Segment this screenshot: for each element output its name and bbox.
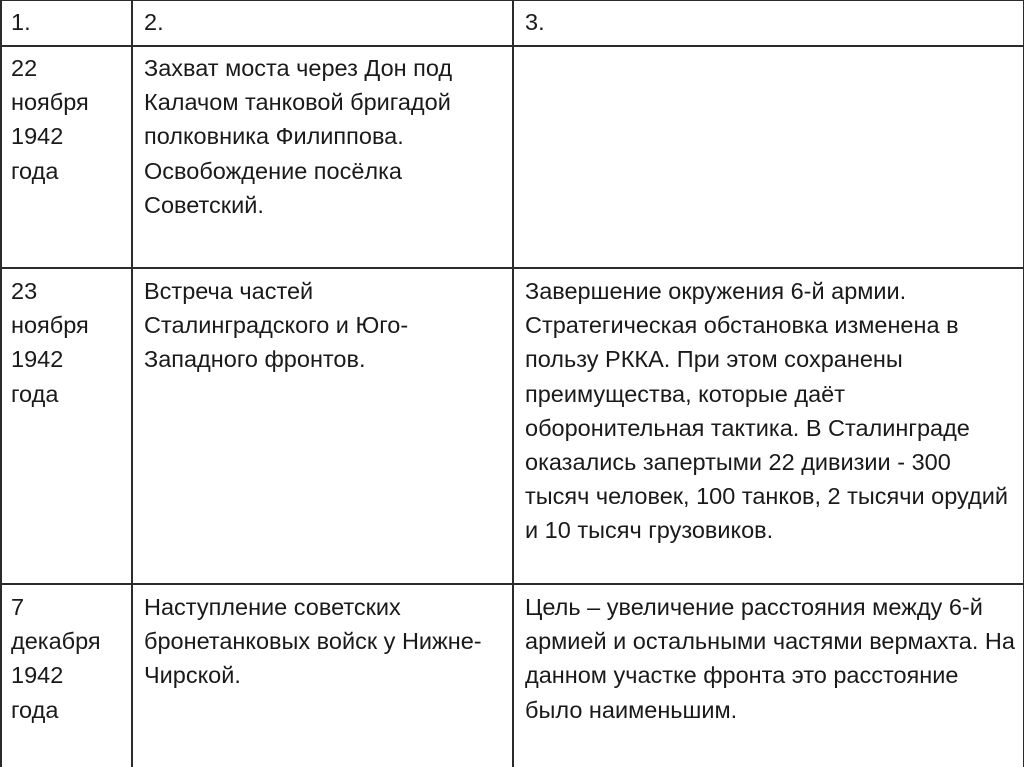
event-cell — [132, 584, 513, 767]
date-cell — [1, 584, 132, 767]
result-cell — [513, 46, 1024, 268]
event-cell — [132, 268, 513, 584]
header-cell-3 — [513, 0, 1024, 46]
date-text: 23 ноября 1942 года — [11, 278, 89, 407]
header-label-3: 3. — [525, 9, 545, 35]
event-cell — [132, 46, 513, 268]
table-row — [1, 268, 1024, 584]
date-cell — [1, 46, 132, 268]
table-row — [1, 46, 1024, 268]
result-text: Завершение окружения 6-й армии. Стратегическая обстановка изменена в пользу РККА. При этом сохранены преимущества, которые даёт оборонительная тактика. В Сталинграде оказались запертыми 22 дивизии - 300 тысяч человек, 100 танков, 2 тысячи орудий и 10 тысяч грузовиков. — [525, 278, 1008, 544]
header-label-2: 2. — [144, 9, 164, 35]
table-header-row — [1, 0, 1024, 46]
date-cell — [1, 268, 132, 584]
result-cell — [513, 268, 1024, 584]
result-text: Цель – увеличение расстояния между 6-й армией и остальными частями вермахта. На данном участке фронта это расстояние было наименьшим. — [525, 594, 1015, 723]
header-label-1: 1. — [11, 9, 31, 35]
date-text: 22 ноября 1942 года — [11, 55, 89, 184]
result-cell — [513, 584, 1024, 767]
event-text: Захват моста через Дон под Калачом танковой бригадой полковника Филиппова. Освобождение посёлка Советский. — [144, 55, 453, 218]
date-text: 7 декабря 1942 года — [11, 594, 101, 723]
event-text: Наступление советских бронетанковых войск у Нижне-Чирской. — [144, 594, 482, 689]
table-row — [1, 584, 1024, 767]
header-cell-2 — [132, 0, 513, 46]
header-cell-1 — [1, 0, 132, 46]
event-text: Встреча частей Сталинградского и Юго-Западного фронтов. — [144, 278, 409, 373]
